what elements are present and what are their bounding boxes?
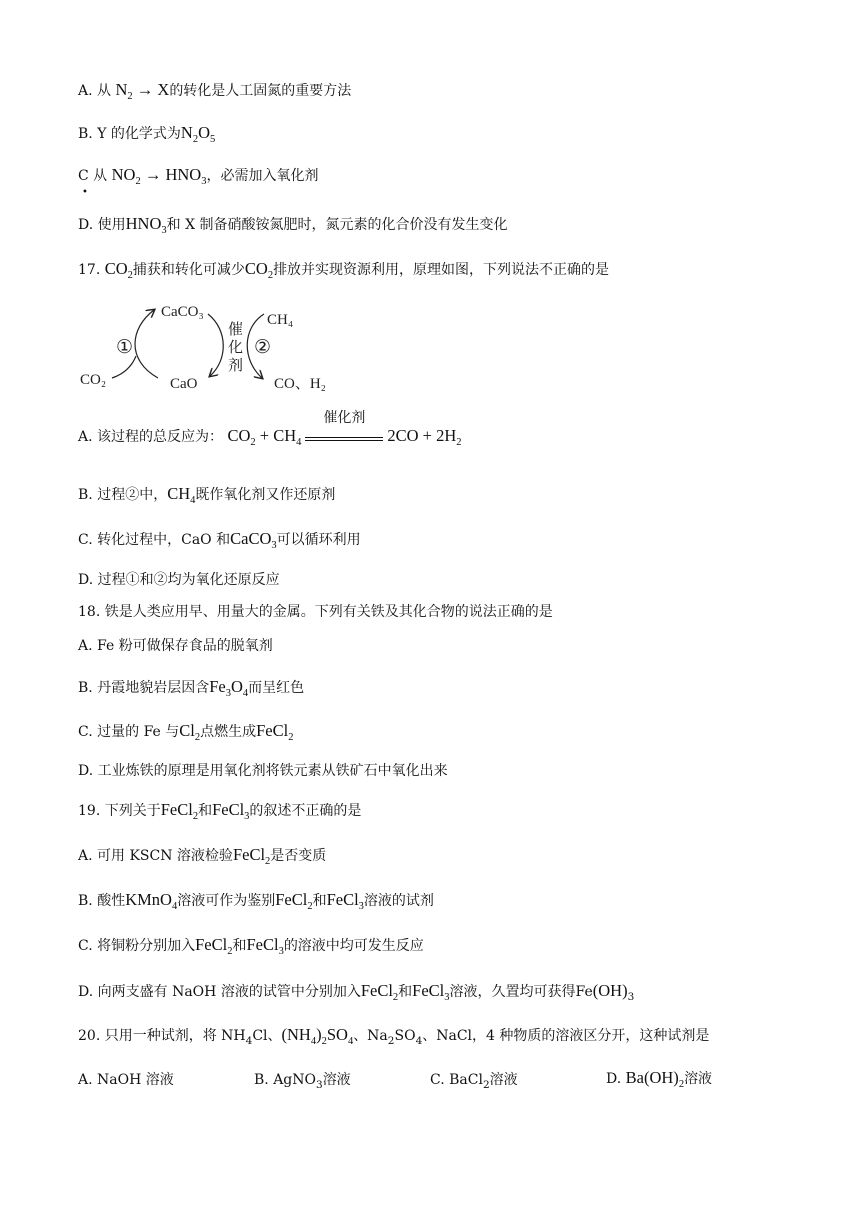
catalyst-char-2: 化 [228, 340, 244, 356]
q19-option-d: D. 向两支盛有 NaOH 溶液的试管中分别加入FeCl$_2$和FeCl$_3$溶液，久置均可获得$Fe(OH)_3$ [78, 981, 635, 1003]
q18-stem: 18. 铁是人类应用早、用量大的金属。下列有关铁及其化合物的说法正确的是 [78, 604, 553, 620]
co2-label: CO₂ [80, 372, 107, 388]
caco3-label: CaCO₃ [161, 304, 204, 320]
arrow-caco3-to-cao [208, 314, 223, 376]
q16-option-b: B. Y 的化学式为$N_2O_5$ [78, 123, 216, 145]
q16-option-a: A. 从 $N_2 \to X$的转化是人工固氮的重要方法 [78, 80, 352, 102]
q19-stem: 19. 下列关于FeCl$_2$和FeCl$_3$的叙述不正确的是 [78, 800, 362, 822]
q17-option-b: B. 过程②中，$CH_4$既作氧化剂又作还原剂 [78, 484, 336, 506]
co2-cycle-diagram [78, 300, 338, 400]
step-2-label: ② [254, 337, 272, 358]
q20-option-d: D. $Ba(OH)_2$溶液 [606, 1068, 713, 1090]
arrow-cao-to-caco3 [135, 310, 158, 378]
q17-option-a: A. 该过程的总反应为： $CO_2 + CH_4$ 催化剂 $2CO + 2H_2$ [78, 410, 462, 448]
ch4-label: CH₄ [267, 312, 294, 328]
catalyst-char-3: 剂 [228, 358, 244, 374]
q17-option-c: C. 转化过程中，CaO 和CaCO$_3$可以循环利用 [78, 529, 361, 551]
cao-label: CaO [170, 376, 198, 392]
q17-stem: 17. $CO_2$捕获和转化可减少$CO_2$排放并实现资源利用，原理如图，下列说法不正确的是 [78, 259, 610, 281]
q18-option-a: A. Fe 粉可做保存食品的脱氧剂 [78, 638, 273, 654]
q18-option-c: C. 过量的 Fe 与$Cl_2$点燃生成FeCl$_2$ [78, 721, 294, 743]
q19-option-a: A. 可用 KSCN 溶液检验FeCl$_2$是否变质 [78, 845, 327, 867]
step-1-label: ① [116, 337, 134, 358]
q20-stem: 20. 只用一种试剂，将 $NH_4Cl$、$(NH_4)_2SO_4$、$Na_2SO_4$、NaCl，4 种物质的溶液区分开，这种试剂是 [78, 1025, 710, 1047]
q20-option-b: B. AgNO$_3$溶液 [254, 1072, 351, 1091]
q17-option-d: D. 过程①和②均为氧化还原反应 [78, 572, 280, 588]
q19-option-b: B. 酸性KMnO$_4$溶液可作为鉴别FeCl$_2$和FeCl$_3$溶液的试剂 [78, 890, 434, 912]
q16-option-d: D. 使用$HNO_3$和 X 制备硝酸铵氮肥时，氮元素的化合价没有发生变化 [78, 214, 508, 236]
q20-option-a: A. NaOH 溶液 [78, 1072, 174, 1088]
catalyst-char-1: 催 [228, 322, 244, 338]
products-label: CO、H₂ [274, 376, 326, 392]
arrow-co2-in [112, 356, 136, 378]
q16-option-c: C • 从 $NO_2 \to HNO_3$，必需加入氧化剂 [78, 165, 319, 198]
q18-option-d: D. 工业炼铁的原理是用氧化剂将铁元素从铁矿石中氧化出来 [78, 763, 448, 779]
q18-option-b: B. 丹霞地貌岩层因含$Fe_3O_4$而呈红色 [78, 677, 305, 699]
catalyst-equals-sign: 催化剂 [305, 427, 383, 441]
q20-option-c: C. BaCl$_2$溶液 [430, 1072, 518, 1091]
q19-option-c: C. 将铜粉分别加入FeCl$_2$和FeCl$_3$的溶液中均可发生反应 [78, 935, 424, 957]
